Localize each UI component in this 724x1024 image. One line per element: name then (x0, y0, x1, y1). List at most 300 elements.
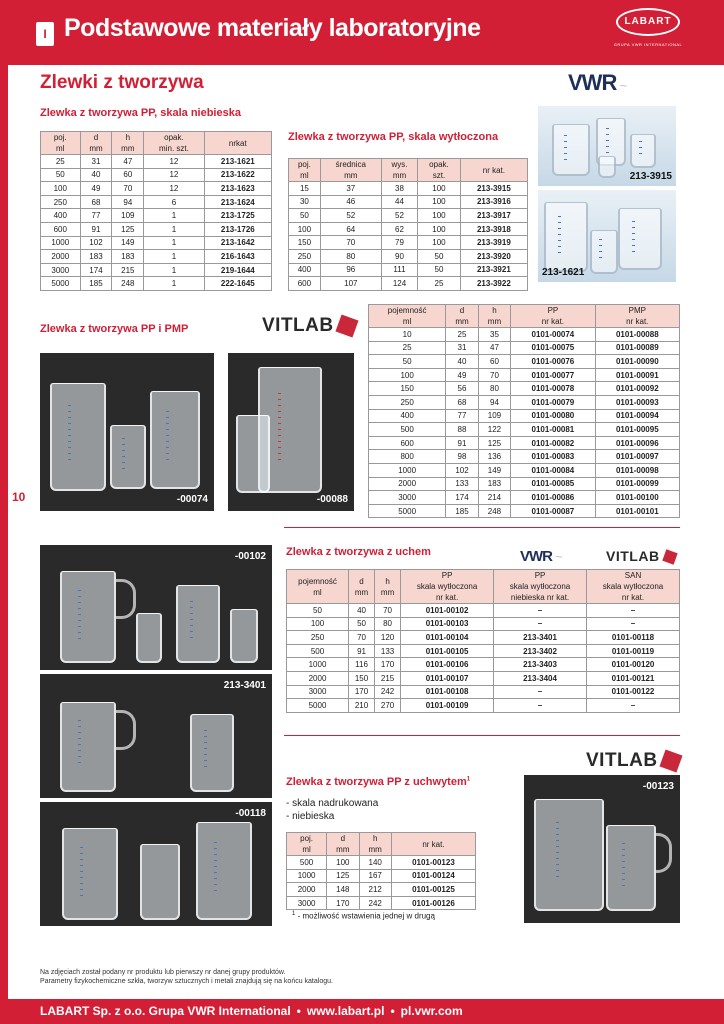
table-row (41, 168, 272, 182)
table-cell: 56 (446, 382, 478, 396)
table-cell: 94 (112, 195, 144, 209)
table-row (41, 182, 272, 196)
table-cell: 90 (381, 249, 417, 263)
table-cell: – (587, 699, 680, 713)
table-cell: 150 (369, 382, 446, 396)
table-row (369, 409, 680, 423)
table-cell: 15 (289, 182, 321, 196)
table-row (287, 896, 476, 910)
table-cell: 0101-00126 (391, 896, 475, 910)
t4-header-cell: PP skala wytłoczona niebieska nr kat. (494, 570, 587, 604)
table2 (288, 158, 528, 291)
table-cell: 0101-00085 (511, 477, 595, 491)
page-header (0, 0, 724, 65)
table-cell: 124 (381, 277, 417, 291)
table-cell: 400 (41, 209, 81, 223)
table-cell: 1 (144, 277, 204, 291)
table-cell: 248 (112, 277, 144, 291)
t1-header-cell: d mm (80, 132, 112, 155)
table-cell: 148 (327, 883, 359, 897)
table-cell: 50 (41, 168, 81, 182)
labart-logo (608, 8, 688, 56)
table-cell: 183 (478, 477, 510, 491)
table-cell: 0101-00105 (401, 644, 494, 658)
table-row (287, 869, 476, 883)
table-row (289, 277, 528, 291)
table-cell: 174 (446, 491, 478, 505)
table-cell: 37 (320, 182, 381, 196)
table-row (369, 504, 680, 518)
table-row (369, 395, 680, 409)
beakers-photo-2 (538, 190, 676, 282)
table-cell: 0101-00084 (511, 463, 595, 477)
table-row (369, 463, 680, 477)
labart-logo-subtitle: GRUPA VWR INTERNATIONAL (613, 42, 683, 47)
table-cell: 600 (369, 436, 446, 450)
vitlab-logo-3-text: VITLAB (586, 750, 658, 771)
table-cell: 1 (144, 263, 204, 277)
table-cell: 170 (327, 896, 359, 910)
table-cell: 0101-00082 (511, 436, 595, 450)
table-cell: 0101-00120 (587, 658, 680, 672)
table-cell: 111 (381, 263, 417, 277)
table-cell: 52 (381, 209, 417, 223)
table-cell: 213-1624 (204, 195, 271, 209)
table-cell: 600 (289, 277, 321, 291)
vwr-swoosh-icon-2: ~ (555, 549, 562, 564)
table-cell: 0101-00092 (595, 382, 679, 396)
table-cell: 0101-00080 (511, 409, 595, 423)
table-cell: 0101-00099 (595, 477, 679, 491)
table-cell: 100 (41, 182, 81, 196)
table-cell: 500 (287, 644, 349, 658)
table-cell: 0101-00098 (595, 463, 679, 477)
table-cell: 109 (478, 409, 510, 423)
t1-header-cell: nrkat (204, 132, 271, 155)
table-cell: 242 (375, 685, 401, 699)
table-cell: 133 (446, 477, 478, 491)
table-cell: 30 (289, 195, 321, 209)
footnote-text: - możliwość wstawienia jednej w drugą (295, 911, 435, 921)
jugs-photo-1 (40, 545, 272, 670)
table-cell: 222-1645 (204, 277, 271, 291)
table-cell: 102 (446, 463, 478, 477)
table-cell: 213-3921 (460, 263, 527, 277)
table-cell: 270 (375, 699, 401, 713)
table-cell: 88 (446, 423, 478, 437)
table-row (41, 195, 272, 209)
table-cell: 210 (349, 699, 375, 713)
table-cell: 91 (349, 644, 375, 658)
t4-header-cell: pojemność ml (287, 570, 349, 604)
table-cell: 3000 (287, 896, 327, 910)
table-cell: 60 (112, 168, 144, 182)
table-cell: 213-1623 (204, 182, 271, 196)
table-cell: 185 (446, 504, 478, 518)
table5-title (286, 776, 470, 788)
table-cell: 213-1621 (204, 155, 271, 169)
table-cell: 149 (112, 236, 144, 250)
bullet-item-2: - niebieska (286, 811, 335, 822)
table-cell: 12 (144, 182, 204, 196)
note-1: Na zdjęciach został podany nr produktu lub pierwszy nr danej grupy produktów. (40, 969, 286, 976)
table-cell: 0101-00089 (595, 341, 679, 355)
table1 (40, 131, 272, 291)
vitlab-logo-2 (606, 548, 676, 564)
jugs-photo-2 (40, 674, 272, 798)
table-row (289, 222, 528, 236)
table-cell: 213-3403 (494, 658, 587, 672)
t3-header-cell: h mm (478, 305, 510, 328)
vwr-logo (568, 70, 626, 96)
table-cell: 120 (375, 631, 401, 645)
table-cell: 80 (478, 382, 510, 396)
t4-header-cell: SAN skala wytłoczona nr kat. (587, 570, 680, 604)
table-cell: 400 (289, 263, 321, 277)
t2-header-row (289, 159, 528, 182)
table-cell: 0101-00087 (511, 504, 595, 518)
vwr-logo-2-text: VWR (520, 548, 552, 565)
table-cell: 25 (418, 277, 461, 291)
table-row (369, 450, 680, 464)
table-cell: 2000 (287, 883, 327, 897)
table-cell: 150 (349, 671, 375, 685)
table-cell: 213-3919 (460, 236, 527, 250)
table-cell: 12 (144, 168, 204, 182)
table-cell: 100 (327, 856, 359, 870)
table-cell: 5000 (369, 504, 446, 518)
table-cell: 0101-00122 (587, 685, 680, 699)
table-row (289, 195, 528, 209)
table-cell: 170 (375, 658, 401, 672)
table-cell: 183 (80, 250, 112, 264)
table-row (41, 155, 272, 169)
table-cell: 12 (144, 155, 204, 169)
table-cell: 77 (80, 209, 112, 223)
table-cell: 50 (289, 209, 321, 223)
table-cell: 149 (478, 463, 510, 477)
table-cell: 0101-00079 (511, 395, 595, 409)
table-cell: 0101-00090 (595, 355, 679, 369)
table-cell: 1 (144, 250, 204, 264)
table-cell: 1000 (369, 463, 446, 477)
photo-4-label: -00088 (316, 494, 348, 505)
table-cell: 64 (320, 222, 381, 236)
table-cell: 100 (418, 236, 461, 250)
table-cell: 215 (112, 263, 144, 277)
t4-header-row (287, 570, 680, 604)
table-row (287, 631, 680, 645)
table-cell: 0101-00097 (595, 450, 679, 464)
vitlab-logo-2-text: VITLAB (606, 548, 660, 564)
table-cell: 250 (289, 249, 321, 263)
table-cell: 250 (369, 395, 446, 409)
bullet-item-1: - skala nadrukowana (286, 798, 379, 809)
bullet-2-text: niebieska (292, 811, 335, 822)
page-notes (40, 968, 333, 986)
table-cell: 100 (418, 222, 461, 236)
footnote-sup: 1 (292, 911, 296, 917)
table-cell: 0101-00102 (401, 604, 494, 618)
t1-header-cell: poj. ml (41, 132, 81, 155)
table3-title: Zlewka z tworzywa PP i PMP (40, 323, 189, 335)
footer-bullet-icon-2: • (390, 1004, 395, 1018)
table-row (41, 236, 272, 250)
table-cell: 50 (418, 263, 461, 277)
table-cell: 50 (349, 617, 375, 631)
table-cell: 213-3920 (460, 249, 527, 263)
table-cell: – (587, 617, 680, 631)
table-row (369, 382, 680, 396)
table-cell: 70 (112, 182, 144, 196)
vitlab-logo-3 (586, 750, 680, 772)
t1-header-cell: h mm (112, 132, 144, 155)
photo-1-label: 213-3915 (629, 171, 672, 182)
page-footer (0, 999, 724, 1024)
table-cell: 96 (320, 263, 381, 277)
chapter-badge: I (36, 22, 54, 46)
table-cell: 0101-00077 (511, 368, 595, 382)
table-cell: 47 (478, 341, 510, 355)
table-cell: 0101-00095 (595, 423, 679, 437)
table-cell: 49 (446, 368, 478, 382)
t4-header-cell: d mm (349, 570, 375, 604)
table-cell: 125 (478, 436, 510, 450)
table-cell: 25 (369, 341, 446, 355)
table-cell: 3000 (41, 263, 81, 277)
table-cell: 70 (478, 368, 510, 382)
table-cell: 46 (320, 195, 381, 209)
side-stripe (0, 65, 8, 1000)
table-cell: 100 (418, 182, 461, 196)
table-cell: 800 (369, 450, 446, 464)
table-cell: 213-3917 (460, 209, 527, 223)
table-cell: 0101-00106 (401, 658, 494, 672)
table-cell: 213-3916 (460, 195, 527, 209)
labart-logo-text: LABART (616, 8, 680, 36)
table-cell: 35 (478, 328, 510, 342)
jugs-photo-2-label: 213-3401 (223, 680, 266, 691)
photo-3-label: -00074 (176, 494, 208, 505)
table-cell: 44 (381, 195, 417, 209)
table-row (369, 328, 680, 342)
table-cell: 213-3915 (460, 182, 527, 196)
photo-2-label: 213-1621 (542, 267, 585, 278)
table-row (289, 182, 528, 196)
divider-1 (284, 527, 680, 528)
table5-title-sup: 1 (466, 776, 471, 783)
t5-header-cell: d mm (327, 833, 359, 856)
table-cell: 10 (369, 328, 446, 342)
vitlab-logo-1 (262, 315, 356, 337)
table-cell: 68 (446, 395, 478, 409)
t5-header-cell: h mm (359, 833, 391, 856)
jugs-photo-3-label: -00118 (235, 808, 266, 819)
table-cell: 77 (446, 409, 478, 423)
table-row (287, 671, 680, 685)
table-row (289, 249, 528, 263)
table4-title: Zlewka z tworzywa z uchem (286, 546, 431, 558)
table5 (286, 832, 476, 910)
table-cell: 40 (80, 168, 112, 182)
table-cell: 212 (359, 883, 391, 897)
t4-header-cell: PP skala wytłoczona nr kat. (401, 570, 494, 604)
table-cell: 213-1726 (204, 222, 271, 236)
table-cell: – (494, 604, 587, 618)
table-row (369, 423, 680, 437)
table-cell: 91 (80, 222, 112, 236)
vitlab-square-icon (335, 314, 358, 337)
table-cell: 2000 (369, 477, 446, 491)
t2-header-cell: średnica mm (320, 159, 381, 182)
table-row (287, 685, 680, 699)
t3-header-cell: PMP nr kat. (595, 305, 679, 328)
table-row (287, 699, 680, 713)
footer-web-2[interactable]: pl.vwr.com (400, 1004, 463, 1018)
table-row (369, 491, 680, 505)
table-cell: 2000 (41, 250, 81, 264)
table-cell: 98 (446, 450, 478, 464)
table-cell: 100 (287, 617, 349, 631)
table-row (41, 209, 272, 223)
t3-header-cell: pojemność ml (369, 305, 446, 328)
table-cell: – (587, 604, 680, 618)
table-cell: 0101-00078 (511, 382, 595, 396)
table-cell: 150 (289, 236, 321, 250)
table-cell: 0101-00081 (511, 423, 595, 437)
table-cell: 1000 (41, 236, 81, 250)
table-cell: 183 (112, 250, 144, 264)
table-cell: 5000 (41, 277, 81, 291)
table-row (289, 209, 528, 223)
table-cell: 79 (381, 236, 417, 250)
table-row (289, 263, 528, 277)
table-row (369, 436, 680, 450)
table-cell: 116 (349, 658, 375, 672)
table-row (41, 277, 272, 291)
table-cell: 248 (478, 504, 510, 518)
table-cell: 47 (112, 155, 144, 169)
beakers-photo-1 (538, 106, 676, 186)
table-cell: 219-1644 (204, 263, 271, 277)
table2-title: Zlewka z tworzywa PP, skala wytłoczona (288, 131, 499, 143)
table-cell: 0101-00119 (587, 644, 680, 658)
table-cell: 250 (287, 631, 349, 645)
table-cell: 40 (349, 604, 375, 618)
table-cell: 0101-00121 (587, 671, 680, 685)
t2-header-cell: poj. ml (289, 159, 321, 182)
table-row (41, 222, 272, 236)
table-cell: 31 (446, 341, 478, 355)
page-number: 10 (12, 490, 26, 504)
table-row (287, 856, 476, 870)
table-cell: 0101-00096 (595, 436, 679, 450)
table-cell: 25 (41, 155, 81, 169)
jugs-photo-3 (40, 802, 272, 926)
table-cell: 102 (80, 236, 112, 250)
divider-2 (284, 735, 680, 736)
beakers-photo-3 (40, 353, 214, 511)
footnote (292, 911, 435, 921)
table-cell: 213-1622 (204, 168, 271, 182)
table-cell: 214 (478, 491, 510, 505)
table-cell: 213-1642 (204, 236, 271, 250)
handle-jug-photo (524, 775, 680, 923)
table-cell: 0101-00075 (511, 341, 595, 355)
t2-header-cell: wys. mm (381, 159, 417, 182)
table-cell: 100 (418, 209, 461, 223)
table-cell: 60 (478, 355, 510, 369)
table-row (369, 341, 680, 355)
table-cell: 0101-00118 (587, 631, 680, 645)
footer-web-1[interactable]: www.labart.pl (306, 1004, 385, 1018)
table-cell: 213-3918 (460, 222, 527, 236)
table-cell: 0101-00086 (511, 491, 595, 505)
table-cell: 62 (381, 222, 417, 236)
table-cell: 0101-00104 (401, 631, 494, 645)
table-cell: 136 (478, 450, 510, 464)
t5-header-cell: nr kat. (391, 833, 475, 856)
table-cell: 500 (287, 856, 327, 870)
note-2: Parametry fizykochemiczne szkła, tworzyw sztucznych i metali znajdują się na końcu katalogu. (40, 978, 333, 985)
table-cell: 1 (144, 222, 204, 236)
table-cell: 100 (418, 195, 461, 209)
table-cell: 3000 (287, 685, 349, 699)
table-cell: 40 (446, 355, 478, 369)
table-cell: 50 (287, 604, 349, 618)
table-row (369, 477, 680, 491)
t3-header-cell: d mm (446, 305, 478, 328)
table-cell: 2000 (287, 671, 349, 685)
table-cell: 0101-00109 (401, 699, 494, 713)
table-cell: – (494, 617, 587, 631)
footer-company: LABART Sp. z o.o. Grupa VWR International (40, 1004, 291, 1018)
table-row (41, 250, 272, 264)
table-cell: 109 (112, 209, 144, 223)
table5-title-text: Zlewka z tworzywa PP z uchwytem (286, 776, 467, 788)
vwr-logo-text: VWR (568, 70, 617, 95)
table-cell: 94 (478, 395, 510, 409)
table-cell: 100 (289, 222, 321, 236)
table-cell: 1000 (287, 869, 327, 883)
table-cell: 49 (80, 182, 112, 196)
table-cell: 0101-00076 (511, 355, 595, 369)
table-row (287, 604, 680, 618)
table-cell: 107 (320, 277, 381, 291)
page-title: Podstawowe materiały laboratoryjne (64, 14, 481, 42)
table-cell: 0101-00088 (595, 328, 679, 342)
table-row (287, 658, 680, 672)
t3-header-row (369, 305, 680, 328)
table-cell: 1 (144, 209, 204, 223)
table1-title: Zlewka z tworzywa PP, skala niebieska (40, 107, 241, 119)
t2-header-cell: nr kat. (460, 159, 527, 182)
footer-bullet-icon: • (296, 1004, 301, 1018)
table-cell: 80 (375, 617, 401, 631)
table-cell: 70 (320, 236, 381, 250)
table-cell: 185 (80, 277, 112, 291)
table-cell: 50 (369, 355, 446, 369)
table-cell: 68 (80, 195, 112, 209)
table-cell: 0101-00094 (595, 409, 679, 423)
table-row (289, 236, 528, 250)
t5-header-row (287, 833, 476, 856)
table4 (286, 569, 680, 713)
table-cell: 1 (144, 236, 204, 250)
table-cell: 215 (375, 671, 401, 685)
table-cell: – (494, 685, 587, 699)
t4-header-cell: h mm (375, 570, 401, 604)
